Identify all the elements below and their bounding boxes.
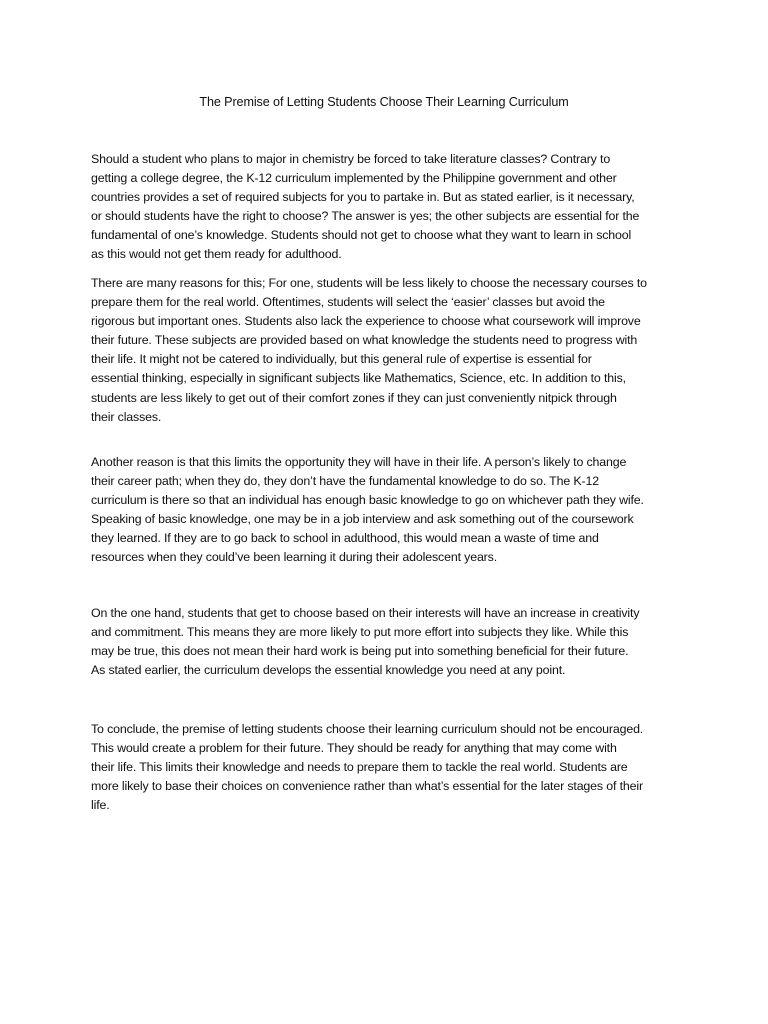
paragraph-3: Another reason is that this limits the opportunity they will have in their life. A person’s likely to change their career path; when they do, they don’t have the fundamental knowledge to do so. The K-12 curriculum is there so that an individual has enough basic knowledge to go on whichever path they wife. Speaking of basic knowledge, one may be in a job interview and ask something out of the coursework they learned. If they are to go back to school in adulthood, this would mean a waste of time and resources when they could’ve been learning it during their adolescent years. [91, 455, 644, 565]
paragraph-1: Should a student who plans to major in chemistry be forced to take literature classes? Contrary to getting a college degree, the K-12 curriculum implemented by the Philippine government and other countries provides a set of required subjects for you to partake in. But as stated earlier, is it necessary, or should students have the right to choose? The answer is yes; the other subjects are essential for the fundamental of one’s knowledge. Students should not get to choose what they want to learn in school as this would not get them ready for adulthood. [91, 152, 640, 262]
paragraph-5: To conclude, the premise of letting students choose their learning curriculum should not be encouraged. This would create a problem for their future. They should be ready for anything that may come with their life. This limits their knowledge and needs to prepare them to tackle the real world. Students are more likely to base their choices on convenience rather than what’s essential for the later stages of their life. [91, 722, 644, 813]
paragraph-4: On the one hand, students that get to choose based on their interests will have an increase in creativity and commitment. This means they are more likely to put more effort into subjects they like. While this may be true, this does not mean their hard work is being put into something beneficial for their future. As stated earlier, the curriculum develops the essential knowledge you need at any point. [91, 606, 640, 678]
paragraph-2: There are many reasons for this; For one, students will be less likely to choose the necessary courses to prepare them for the real world. Oftentimes, students will select the ‘easier’ classes but avoid the rigorous but important ones. Students also lack the experience to choose what coursework will improve their future. These subjects are provided based on what knowledge the students need to progress with their life. It might not be catered to individually, but this general rule of expertise is essential for essential thinking, especially in significant subjects like Mathematics, Science, etc. In addition to this, students are less likely to get out of their comfort zones if they can just conveniently nitpick through their classes. [91, 276, 647, 424]
document-title: The Premise of Letting Students Choose Their Learning Curriculum [199, 95, 569, 109]
